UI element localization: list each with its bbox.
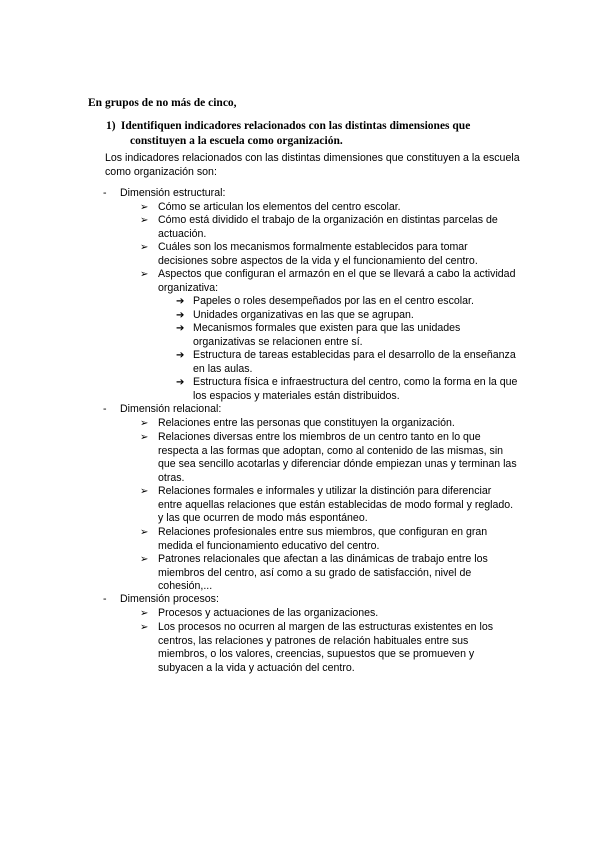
dash-marker: - [103,403,107,415]
arrow-bullet-icon: ➢ [140,527,149,538]
arrow-bullet-icon: ➢ [140,432,149,443]
list-item: Los procesos no ocurren al margen de las estructuras existentes en los centros, las relaciones y patrones de relación habituales entre sus miembros, o los valores, creencias, supuestos que se promueven y subyacen a la vida y actuación del centro. [158,621,494,674]
question-line-1: Identifiquen indicadores relacionados con las distintas dimensiones que [120,120,471,132]
question-line-2: constituyen a la escuela como organización. [130,135,343,147]
list-item: Procesos y actuaciones de las organizaciones. [158,607,379,619]
sub-list-item: Estructura de tareas establecidas para el desarrollo de la enseñanza en las aulas. [193,349,516,375]
list-item: Relaciones entre las personas que constituyen la organización. [158,417,455,429]
sub-list-item: Estructura física e infraestructura del centro, como la forma en la que los espacios y materiales están distribuidos. [193,376,518,402]
arrow-bullet-icon: ➢ [140,215,149,226]
list-item: Cuáles son los mecanismos formalmente establecidos para tomar decisiones sobre aspectos de la vida y el funcionamiento del centro. [158,241,478,267]
dash-marker: - [103,593,107,605]
dimension-title-relacional: Dimensión relacional: [120,403,222,415]
arrow-bullet-icon: ➢ [140,202,149,213]
dash-marker: - [103,187,107,199]
right-arrow-bullet-icon: ➔ [176,310,185,321]
arrow-bullet-icon: ➢ [140,622,149,633]
list-item: Relaciones formales e informales y utilizar la distinción para diferenciar entre aquellas relaciones que están establecidas de modo formal y reglado. y las que ocurren de modo más espontáneo. [158,485,514,525]
question-1 [106,119,526,149]
right-arrow-bullet-icon: ➔ [176,323,185,334]
list-item: Relaciones diversas entre los miembros de un centro tanto en lo que respecta a las formas que adoptan, como al contenido de las mismas, sin que sea sencillo acotarlas y diferenciar dónde empiezan unas y terminan las otras. [158,431,517,484]
list-item: Relaciones profesionales entre sus miembros, que configuran en gran medida el funcionamiento educativo del centro. [158,526,488,552]
arrow-bullet-icon: ➢ [140,486,149,497]
arrow-bullet-icon: ➢ [140,554,149,565]
right-arrow-bullet-icon: ➔ [176,350,185,361]
answer-intro: Los indicadores relacionados con las distintas dimensiones que constituyen a la escuela como organización son: [105,152,520,178]
right-arrow-bullet-icon: ➔ [176,377,185,388]
arrow-bullet-icon: ➢ [140,418,149,429]
question-number: 1) [106,120,116,132]
list-item: Aspectos que configuran el armazón en el que se llevará a cabo la actividad organizativa: [158,268,516,294]
intro-heading: En grupos de no más de cinco, [88,97,237,109]
arrow-bullet-icon: ➢ [140,269,149,280]
list-item: Cómo se articulan los elementos del centro escolar. [158,201,401,213]
dimension-title-estructural: Dimensión estructural: [120,187,226,199]
dimension-title-procesos: Dimensión procesos: [120,593,219,605]
arrow-bullet-icon: ➢ [140,608,149,619]
sub-list-item: Papeles o roles desempeñados por las en el centro escolar. [193,295,474,307]
sub-list-item: Mecanismos formales que existen para que las unidades organizativas se relacionen entre sí. [193,322,461,348]
right-arrow-bullet-icon: ➔ [176,296,185,307]
list-item: Cómo está dividido el trabajo de la organización en distintas parcelas de actuación. [158,214,498,240]
list-item: Patrones relacionales que afectan a las dinámicas de trabajo entre los miembros del centro, así como a su grado de satisfacción, nivel de cohesión,... [158,553,488,593]
sub-list-item: Unidades organizativas en las que se agrupan. [193,309,414,321]
arrow-bullet-icon: ➢ [140,242,149,253]
